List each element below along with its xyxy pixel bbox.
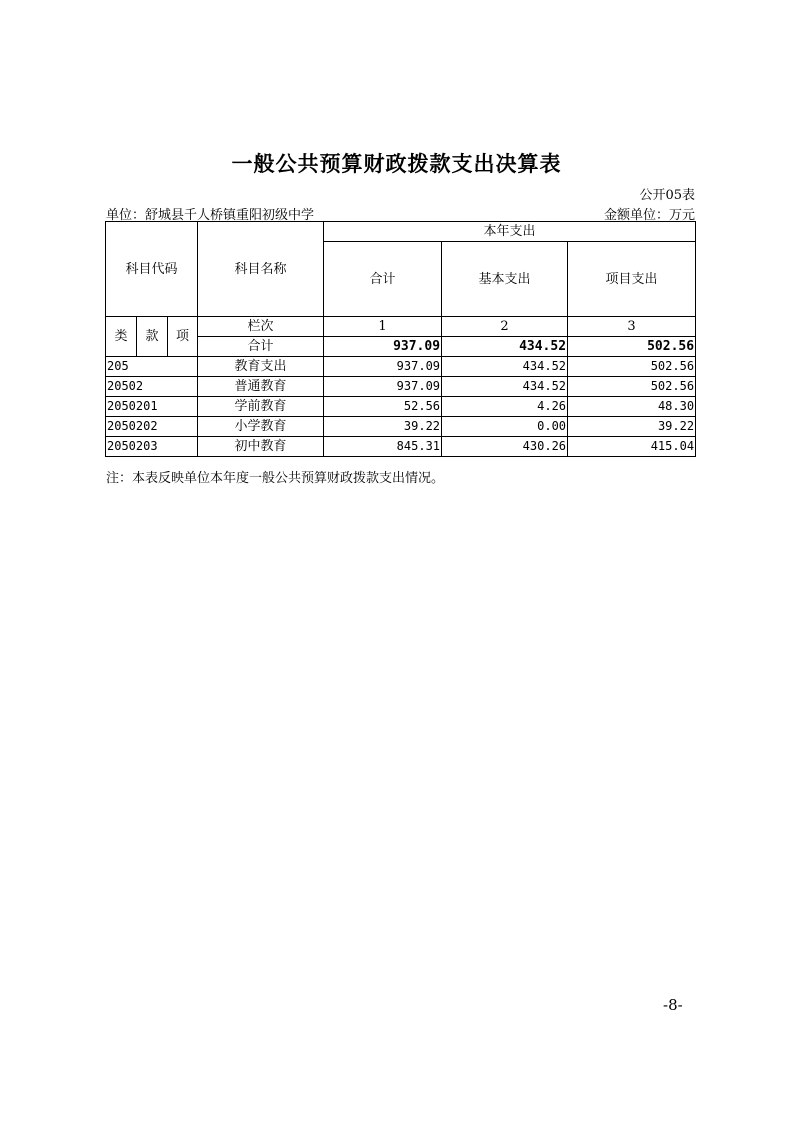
column-index-row [106, 317, 696, 337]
subject-code: 2050203 [106, 437, 198, 457]
value-basic: 4.26 [442, 397, 568, 417]
value-project: 39.22 [568, 417, 696, 437]
value-project: 502.56 [568, 377, 696, 397]
table-row [106, 377, 696, 397]
page-title: 一般公共预算财政拨款支出决算表 [231, 152, 562, 176]
header-kuan: 款 [137, 317, 168, 357]
header-xiang: 项 [168, 317, 198, 357]
subject-name: 小学教育 [198, 417, 324, 437]
header-basic: 基本支出 [442, 242, 568, 317]
value-project: 502.56 [568, 357, 696, 377]
table-row [106, 417, 696, 437]
subject-name: 初中教育 [198, 437, 324, 457]
header-project: 项目支出 [568, 242, 696, 317]
reporting-unit: 单位：舒城县千人桥镇重阳初级中学 [106, 208, 315, 223]
value-basic: 434.52 [442, 357, 568, 377]
total-sum: 937.09 [324, 337, 442, 357]
value-project: 415.04 [568, 437, 696, 457]
value-total: 937.09 [324, 377, 442, 397]
header-total: 合计 [324, 242, 442, 317]
column-index-2: 2 [442, 317, 568, 337]
header-lanci: 栏次 [198, 317, 324, 337]
header-row [106, 222, 696, 242]
column-index-1: 1 [324, 317, 442, 337]
subject-name: 普通教育 [198, 377, 324, 397]
table-note: 注：本表反映单位本年度一般公共预算财政拨款支出情况。 [106, 471, 445, 486]
header-subject-code: 科目代码 [106, 222, 198, 317]
subject-code: 205 [106, 357, 198, 377]
subject-name: 教育支出 [198, 357, 324, 377]
value-total: 845.31 [324, 437, 442, 457]
header-current-year: 本年支出 [324, 222, 696, 242]
table-row [106, 397, 696, 417]
subject-code: 20502 [106, 377, 198, 397]
subject-code: 2050201 [106, 397, 198, 417]
value-total: 52.56 [324, 397, 442, 417]
value-total: 39.22 [324, 417, 442, 437]
header-subject-name: 科目名称 [198, 222, 324, 317]
value-basic: 430.26 [442, 437, 568, 457]
table-row [106, 437, 696, 457]
table-row [106, 357, 696, 377]
value-project: 48.30 [568, 397, 696, 417]
total-basic: 434.52 [442, 337, 568, 357]
subject-code: 2050202 [106, 417, 198, 437]
page-number: -8- [663, 996, 683, 1014]
header-lei: 类 [106, 317, 137, 357]
expenditure-table [105, 221, 696, 457]
value-basic: 0.00 [442, 417, 568, 437]
value-basic: 434.52 [442, 377, 568, 397]
total-project: 502.56 [568, 337, 696, 357]
total-label: 合计 [198, 337, 324, 357]
value-total: 937.09 [324, 357, 442, 377]
column-index-3: 3 [568, 317, 696, 337]
subject-name: 学前教育 [198, 397, 324, 417]
amount-unit: 金额单位：万元 [603, 208, 695, 223]
form-number: 公开05表 [639, 188, 695, 203]
